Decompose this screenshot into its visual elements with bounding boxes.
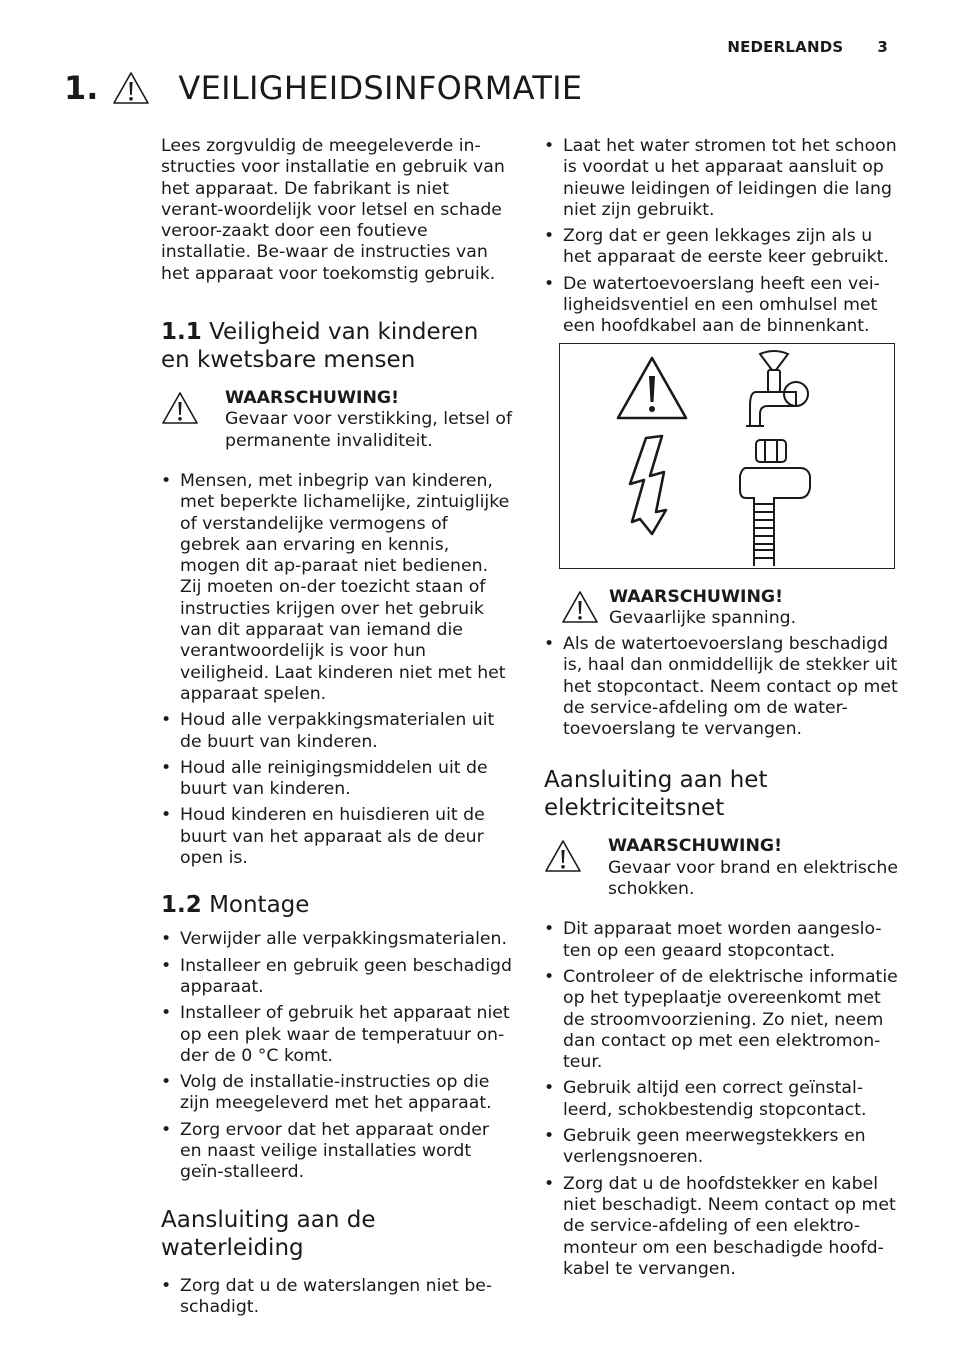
warning-block-electric	[544, 836, 898, 900]
list-item: • Houd alle reinigingsmiddelen uit de buurt van kinderen.	[161, 758, 513, 801]
list-item: • Gebruik geen meerwegstekkers en verlengsnoeren.	[544, 1126, 898, 1169]
warning-block-children	[161, 388, 513, 452]
hose-safety-diagram	[560, 344, 894, 568]
hose-connector-icon	[740, 440, 810, 566]
list-water-left	[161, 1276, 513, 1319]
left-column	[161, 136, 513, 1323]
list-item: • Verwijder alle verpakkingsmaterialen.	[161, 929, 513, 950]
warning-text: Gevaarlijke spanning.	[609, 607, 797, 628]
page-number: 3	[877, 38, 888, 56]
list-water-after	[544, 634, 898, 740]
warning-block-voltage	[561, 587, 898, 630]
list-water-right	[544, 136, 898, 338]
chapter-title: VEILIGHEIDSINFORMATIE	[178, 69, 583, 107]
section-1-2-heading	[161, 891, 513, 919]
warning-triangle-icon	[561, 590, 599, 624]
section-1-2-title: Montage	[209, 892, 310, 919]
list-item: • Zorg dat u de hoofdstekker en kabel niet beschadigt. Neem contact op met de service-afdeling of een elektro-monteur om een beschadigde hoofd-kabel te vervangen.	[544, 1174, 898, 1280]
electric-heading: Aansluiting aan het elektriciteitsnet	[544, 767, 768, 822]
section-1-1-heading	[161, 318, 513, 374]
warning-triangle-icon	[618, 358, 686, 418]
warning-label: WAARSCHUWING!	[608, 836, 782, 857]
water-hose-illustration	[559, 343, 895, 569]
list-item: • Houd alle verpakkingsmaterialen uit de buurt van kinderen.	[161, 710, 513, 753]
lightning-bolt-icon	[630, 436, 666, 534]
list-item: • Laat het water stromen tot het schoon is voordat u het apparaat aansluit op nieuwe leidingen of leidingen die lang niet zijn gebruikt.	[544, 136, 898, 221]
chapter-number: 1.	[64, 69, 99, 107]
list-item: • Volg de installatie-instructies op die zijn meegeleverd met het apparaat.	[161, 1072, 513, 1115]
warning-triangle-icon	[112, 71, 150, 105]
chapter-heading	[64, 66, 582, 110]
warning-label: WAARSCHUWING!	[609, 586, 783, 607]
warning-triangle-icon	[161, 391, 199, 425]
list-item: • Mensen, met inbegrip van kinderen, met beperkte lichamelijke, zintuiglijke of verstandelijke vermogens of gebrek aan ervaring en kennis, mogen dit ap-paraat niet bedienen. Zij moeten on-der toezicht staan of instructies krijgen over het gebruik van dit apparaat van iemand die verantwoordelijk is voor hun veiligheid. Laat kinderen niet met het apparaat spelen.	[161, 471, 513, 705]
section-1-1-number: 1.1	[161, 319, 202, 346]
warning-label: WAARSCHUWING!	[225, 388, 399, 409]
list-item: • Gebruik altijd een correct geïnstal-leerd, schokbestendig stopcontact.	[544, 1078, 898, 1121]
list-item: • De watertoevoerslang heeft een vei-ligheidsventiel en een omhulsel met een hoofdkabel aan de binnenkant.	[544, 274, 898, 338]
page-header	[727, 38, 888, 56]
list-item: • Installeer en gebruik geen beschadigd apparaat.	[161, 956, 513, 999]
list-item: • Zorg ervoor dat het apparaat onder en naast veilige installaties wordt geïn-stalleerd.	[161, 1120, 513, 1184]
list-item: • Installeer of gebruik het apparaat niet op een plek waar de temperatuur on-der de 0 °C komt.	[161, 1003, 513, 1067]
water-tap-icon	[746, 351, 808, 426]
list-montage	[161, 929, 513, 1183]
list-item: • Houd kinderen en huisdieren uit de buurt van het apparaat als de deur open is.	[161, 805, 513, 869]
list-item: • Controleer of de elektrische informatie op het typeplaatje overeenkomt met de stroomvoorziening. Zo niet, neem dan contact op met een elektromon-teur.	[544, 967, 898, 1073]
section-1-1-title: Veiligheid van kinderen en kwetsbare mensen	[161, 319, 479, 374]
section-1-2-number: 1.2	[161, 892, 202, 919]
list-item: • Zorg dat er geen lekkages zijn als u het apparaat de eerste keer gebruikt.	[544, 226, 898, 269]
list-children-safety	[161, 471, 513, 869]
header-language: NEDERLANDS	[727, 38, 844, 56]
list-item: • Als de watertoevoerslang beschadigd is, haal dan onmiddellijk de stekker uit het stopcontact. Neem contact op met de service-afdeling om de water-toevoerslang te vervangen.	[544, 634, 898, 740]
list-item: • Dit apparaat moet worden aangeslo-ten op een geaard stopcontact.	[544, 919, 898, 962]
water-heading: Aansluiting aan de waterleiding	[161, 1206, 376, 1261]
intro-paragraph: Lees zorgvuldig de meegeleverde in-structies voor installatie en gebruik van het apparaat. De fabrikant is niet verant-woordelijk voor letsel en schade veroor-zaakt door een foutieve installatie. Be-waar de instructies van het apparaat voor toekomstig gebruik.	[161, 136, 505, 284]
list-item: • Zorg dat u de waterslangen niet be-schadigt.	[161, 1276, 513, 1319]
warning-text: Gevaar voor verstikking, letsel of permanente invaliditeit.	[225, 409, 513, 451]
list-electric	[544, 919, 898, 1280]
warning-triangle-icon	[544, 839, 582, 873]
warning-text: Gevaar voor brand en elektrische schokken.	[608, 857, 899, 900]
right-column	[544, 136, 898, 1285]
